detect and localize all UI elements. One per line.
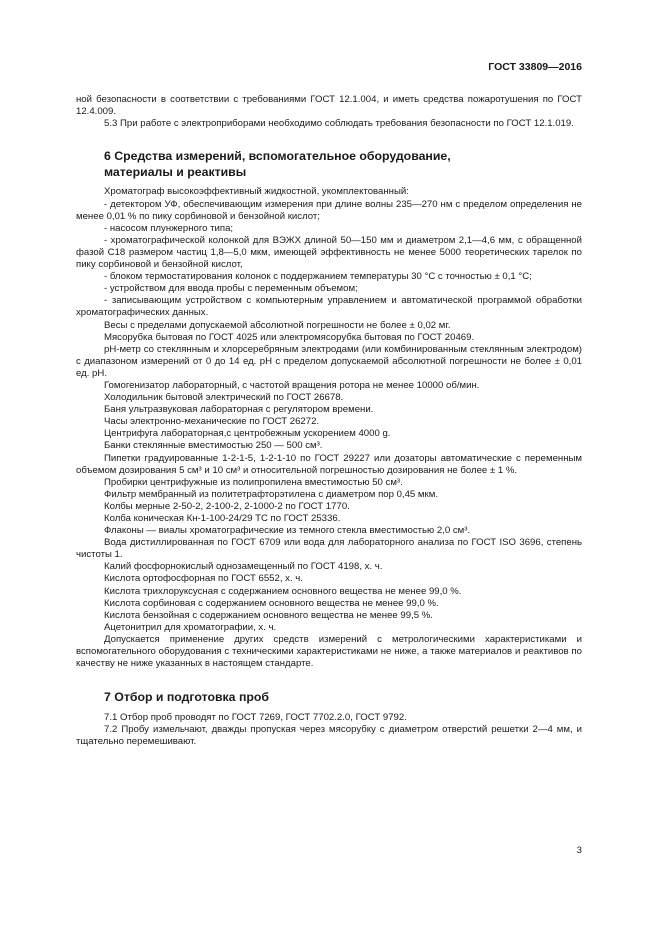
equipment-item: pH-метр со стеклянным и хлорсеребряным электродами (или комбинированным стеклянным электродом) с диапазоном измерений от 0 до 14 ед. pH с пределом допускаемой абсолютной погрешности не более ± 0,01 ед. pH. [76,343,582,379]
equipment-item: Центрифуга лабораторная,с центробежным ускорением 4000 g. [104,428,391,440]
list-item: - блоком термостатирования колонок с поддержанием температуры 30 °C с точностью ± 0,1 °C; [104,271,532,283]
document-code-header: ГОСТ 33809—2016 [488,61,582,73]
equipment-item: Ацетонитрил для хроматографии, х. ч. [104,621,277,633]
equipment-item: Кислота трихлоруксусная с содержанием основного вещества не менее 99,0 %. [104,585,462,597]
section-6-title-line1: 6 Средства измерений, вспомогательное оборудование, [104,149,451,164]
page-number: 3 [576,845,582,856]
chromatograph-list [76,199,582,320]
equipment-item: Часы электронно-механические по ГОСТ 26272. [104,416,320,428]
list-item: - записывающим устройством с компьютерным управлением и автоматической программой обработки хроматографических данных. [76,295,582,319]
equipment-item: Колбы мерные 2-50-2, 2-100-2, 2-1000-2 по ГОСТ 1770. [104,500,350,512]
equipment-list [76,320,582,671]
list-item: - насосом плунжерного типа; [104,222,234,234]
equipment-item: Пипетки градуированные 1-2-1-5, 1-2-1-10 по ГОСТ 29227 или дозаторы автоматические с переменным объемом дозирования 5 см³ и 10 см³ и относительной погрешностью дозирования не более ± 1 %. [76,452,582,476]
equipment-item: Фильтр мембранный из политетрафторэтилена с диаметром пор 0,45 мкм. [104,488,438,500]
equipment-item: Калий фосфорнокислый однозамещенный по ГОСТ 4198, х. ч. [104,561,383,573]
list-item: - детектором УФ, обеспечивающим измерения при длине волны 235—270 нм с пределом определения не менее 0,01 % по пику сорбиновой и бензойной кислот; [76,198,582,222]
chromatograph-intro: Хроматограф высокоэффективный жидкостной, укомплектованный: [104,186,409,198]
list-item: - хроматографической колонкой для ВЭЖХ длиной 50—150 мм и диаметром 2,1—4,6 мм, с обращенной фазой C18 размером частиц 1,8—5,0 мкм, имеющей эффективность не менее 5000 теоретических тарелок по пику сорбиновой и бензойной кислот, [76,234,582,271]
paragraph-5-3: 5.3 При работе с электроприборами необходимо соблюдать требования безопасности по ГОСТ 12.1.019. [104,118,574,130]
paragraph-continuation: ной безопасности в соответствии с требованиями ГОСТ 12.1.004, и иметь средства пожаротушения по ГОСТ 12.4.009. [76,94,582,118]
paragraph-7-2: 7.2 Пробу измельчают, дважды пропуская через мясорубку с диаметром отверстий решетки 2—4 мм, и тщательно перемешивают. [76,723,582,747]
paragraph-7-1: 7.1 Отбор проб проводят по ГОСТ 7269, ГОСТ 7702.2.0, ГОСТ 9792. [104,711,407,723]
list-item: - устройством для ввода пробы с переменным объемом; [104,283,358,295]
equipment-item: Пробирки центрифужные из полипропилена вместимостью 50 см³. [104,476,403,488]
equipment-item: Вода дистиллированная по ГОСТ 6709 или вода для лабораторного анализа по ГОСТ ISO 3696, степень чистоты 1. [76,537,582,561]
equipment-item: Кислота сорбиновая с содержанием основного вещества не менее 99,0 %. [104,597,439,609]
section-6-title [76,149,582,180]
equipment-item: Колба коническая Кн-1-100-24/29 ТС по ГОСТ 25336. [104,513,341,524]
document-body [76,94,582,748]
equipment-item: Гомогенизатор лабораторный, с частотой вращения ротора не менее 10000 об/мин. [104,379,480,391]
equipment-item: Допускается применение других средств измерений с метрологическими характеристиками и вспомогательного оборудования с техническими характеристиками не ниже, а также материалов и реактивов по качеству не ниже указанных в настоящем стандарте. [76,633,582,670]
equipment-item: Холодильник бытовой электрический по ГОСТ 26678. [104,392,344,404]
equipment-item: Банки стеклянные вместимостью 250 — 500 см³. [104,440,323,452]
equipment-item: Кислота бензойная с содержанием основного вещества не менее 99,5 %. [104,609,433,621]
equipment-item: Кислота ортофосфорная по ГОСТ 6552, х. ч. [104,573,303,585]
equipment-item: Мясорубка бытовая по ГОСТ 4025 или электромясорубка бытовая по ГОСТ 20469. [104,331,475,343]
equipment-item: Весы с пределами допускаемой абсолютной погрешности не более ± 0,02 мг. [104,319,451,331]
equipment-item: Флаконы — виалы хроматографические из темного стекла вместимостью 2,0 см³. [104,525,471,537]
section-7-title: 7 Отбор и подготовка проб [104,690,269,705]
equipment-item: Баня ультразвуковая лабораторная с регулятором времени. [104,404,374,416]
section-6-title-line2: материалы и реактивы [104,164,247,179]
